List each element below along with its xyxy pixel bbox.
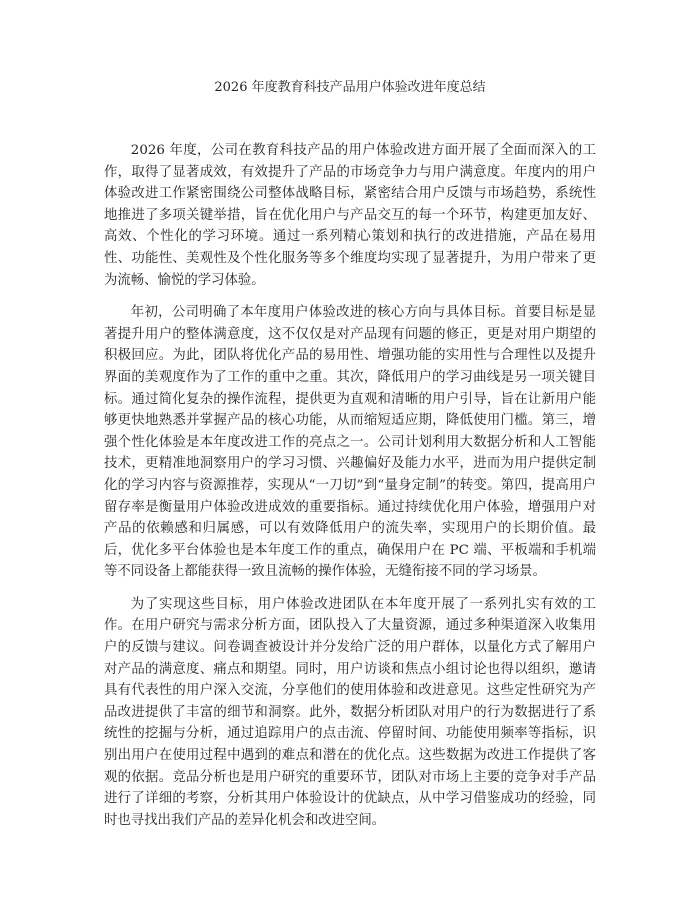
- paragraph-1: 2026 年度，公司在教育科技产品的用户体验改进方面开展了全面而深入的工作，取得了显著成效，有效提升了产品的市场竞争力与用户满意度。年度内的用户体验改进工作紧密围绕公司整体战略目标，紧密结合用户反馈与市场趋势，系统性地推进了多项关键举措，旨在优化用户与产品交互的每一个环节，构建更加友好、高效、个性化的学习环境。通过一系列精心策划和执行的改进措施，产品在易用性、功能性、美观性及个性化服务等多个维度均实现了显著提升，为用户带来了更为流畅、愉悦的学习体验。: [104, 143, 596, 288]
- document-title: 2026 年度教育科技产品用户体验改进年度总结: [214, 80, 486, 95]
- document-body: [104, 140, 596, 842]
- paragraph-3: 为了实现这些目标，用户体验改进团队在本年度开展了一系列扎实有效的工作。在用户研究与需求分析方面，团队投入了大量资源，通过多种渠道深入收集用户的反馈与建议。问卷调查被设计并分发给广泛的用户群体，以量化方式了解用户对产品的满意度、痛点和期望。同时，用户访谈和焦点小组讨论也得以组织，邀请具有代表性的用户深入交流，分享他们的使用体验和改进意见。这些定性研究为产品改进提供了丰富的细节和洞察。此外，数据分析团队对用户的行为数据进行了系统性的挖掘与分析，通过追踪用户的点击流、停留时间、功能使用频率等指标，识别出用户在使用过程中遇到的难点和潜在的优化点。这些数据为改进工作提供了客观的依据。竞品分析也是用户研究的重要环节，团队对市场上主要的竞争对手产品进行了详细的考察，分析其用户体验设计的优缺点，从中学习借鉴成功的经验，同时也寻找出我们产品的差异化机会和改进空间。: [104, 596, 596, 828]
- paragraph-2: 年初，公司明确了本年度用户体验改进的核心方向与具体目标。首要目标是显著提升用户的整体满意度，这不仅仅是对产品现有问题的修正，更是对用户期望的积极回应。为此，团队将优化产品的易用性、增强功能的实用性与合理性以及提升界面的美观度作为了工作的重中之重。其次，降低用户的学习曲线是另一项关键目标。通过简化复杂的操作流程，提供更为直观和清晰的用户引导，旨在让新用户能够更快地熟悉并掌握产品的核心功能，从而缩短适应期，降低使用门槛。第三，增强个性化体验是本年度改进工作的亮点之一。公司计划利用大数据分析和人工智能技术，更精准地洞察用户的学习习惯、兴趣偏好及能力水平，进而为用户提供定制化的学习内容与资源推荐，实现从“一刀切”到“量身定制”的转变。第四，提高用户留存率是衡量用户体验改进成效的重要指标。通过持续优化用户体验，增强用户对产品的依赖感和归属感，可以有效降低用户的流失率，实现用户的长期价值。最后，优化多平台体验也是本年度工作的重点，确保用户在 PC 端、平板端和手机端等不同设备上都能获得一致且流畅的操作体验，无缝衔接不同的学习场景。: [104, 305, 596, 580]
